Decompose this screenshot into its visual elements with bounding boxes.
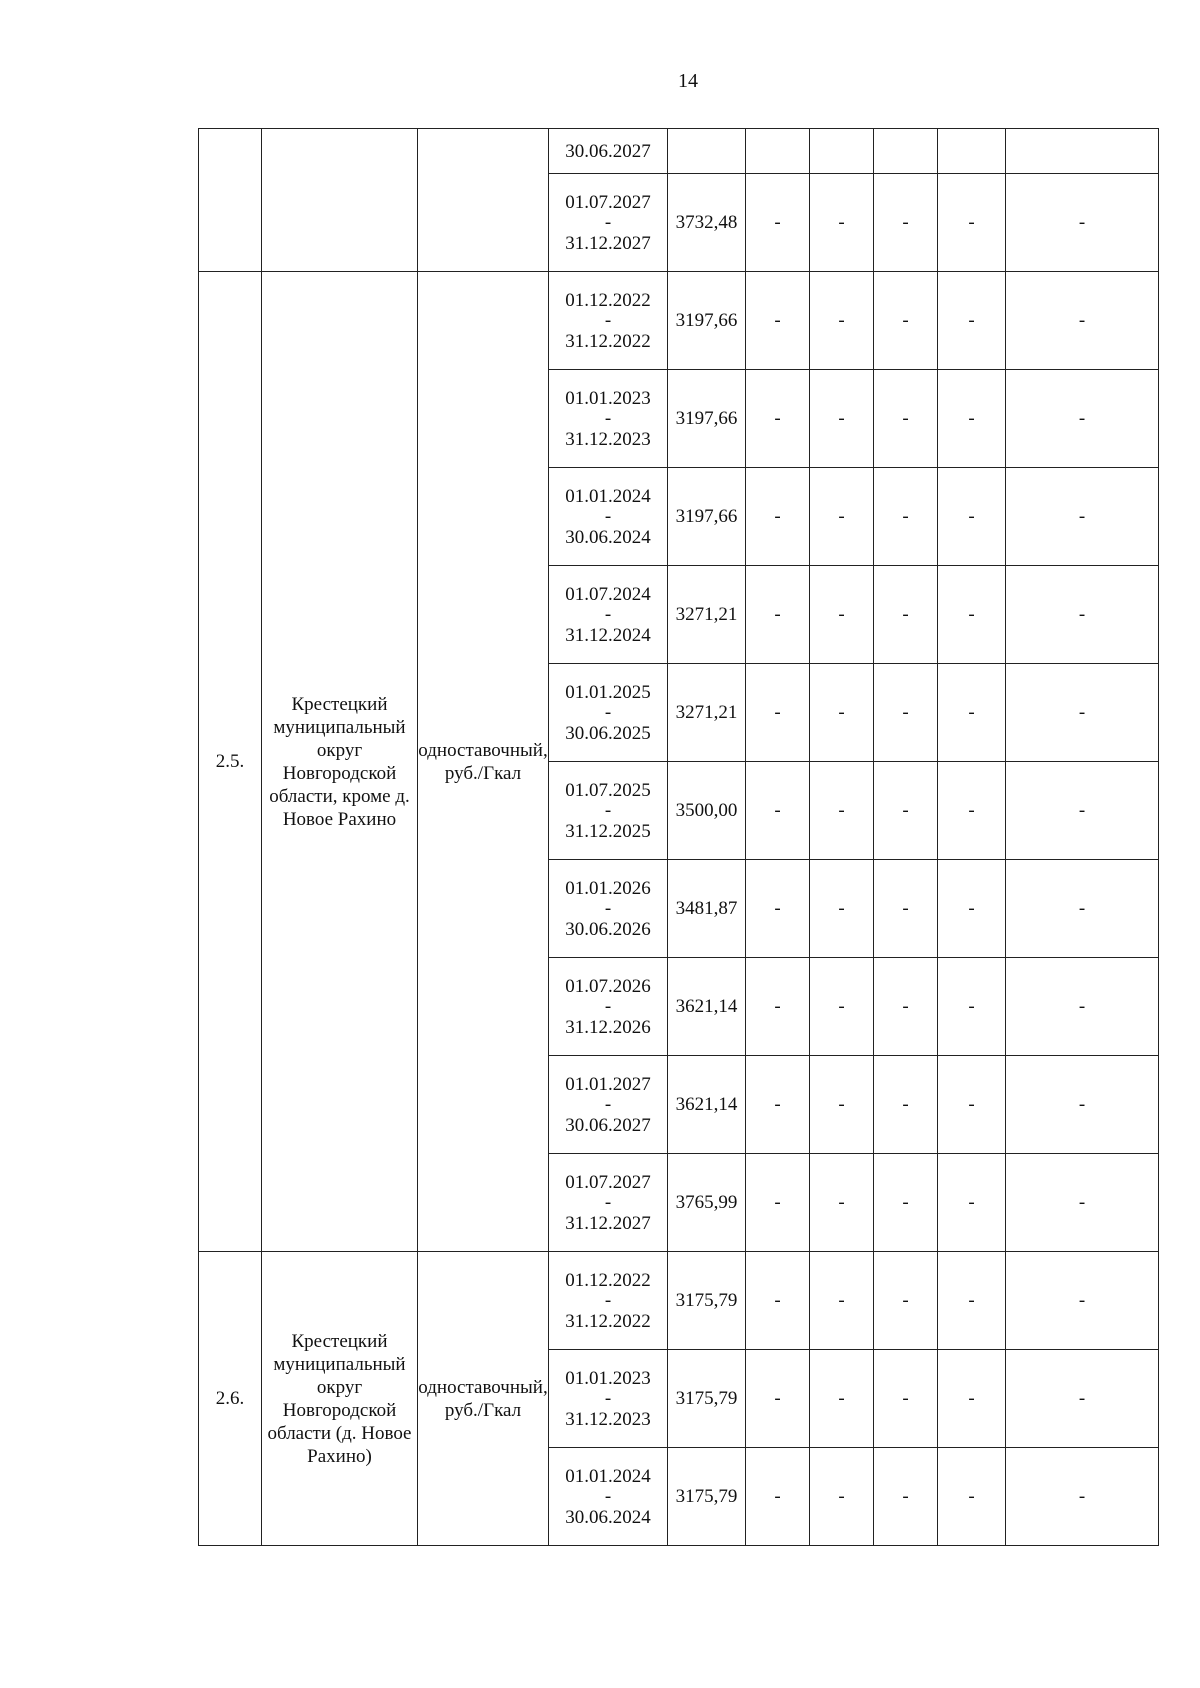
empty-value-cell: -: [746, 1448, 810, 1546]
tariff-value-text: 3197,66: [675, 506, 738, 527]
empty-value-cell: -: [746, 860, 810, 958]
period-separator: -: [604, 407, 612, 429]
tariff-value-text: 3621,14: [675, 1094, 738, 1115]
period-separator: -: [604, 1485, 612, 1507]
empty-value-cell: -: [746, 1056, 810, 1154]
empty-value-cell: -: [746, 468, 810, 566]
empty-value-cell: -: [938, 762, 1006, 860]
empty-value-cell: -: [810, 1350, 874, 1448]
territory-name: Крестецкий муниципальный округ Новгородской области (д. Новое Рахино): [262, 1252, 418, 1546]
page-number: 14: [678, 70, 698, 92]
period-end: 30.06.2024: [565, 1506, 651, 1528]
period-end: 31.12.2022: [565, 1310, 651, 1332]
period-end: 31.12.2022: [565, 330, 651, 352]
empty-value-cell: -: [1006, 272, 1159, 370]
empty-value-cell: -: [810, 370, 874, 468]
empty-value-cell: -: [810, 1448, 874, 1546]
period-start: 01.07.2027: [565, 1171, 651, 1193]
tariff-value-text: 3197,66: [675, 310, 738, 331]
period-start: 01.01.2023: [565, 1367, 651, 1389]
number-cell: [199, 129, 262, 272]
tariff-value: [668, 1448, 746, 1546]
empty-value-cell: -: [810, 860, 874, 958]
period-end: 31.12.2024: [565, 624, 651, 646]
empty-value-cell: -: [938, 1252, 1006, 1350]
tariff-value: [668, 958, 746, 1056]
tariff-value-text: 3175,79: [675, 1486, 738, 1507]
period-cell: [549, 174, 668, 272]
period-cell: [549, 860, 668, 958]
period-cell: [549, 129, 668, 174]
period-start: 01.01.2023: [565, 387, 651, 409]
empty-value-cell: -: [746, 664, 810, 762]
empty-value-cell: -: [810, 1154, 874, 1252]
empty-value-cell: -: [874, 272, 938, 370]
territory-name: Крестецкий муниципальный округ Новгородской области, кроме д. Новое Рахино: [262, 272, 418, 1252]
tariff-value: [668, 1252, 746, 1350]
empty-value-cell: -: [874, 762, 938, 860]
period-separator: -: [604, 1191, 612, 1213]
empty-value-cell: -: [874, 958, 938, 1056]
period-cell: [549, 1056, 668, 1154]
empty-value-cell: -: [746, 174, 810, 272]
period-start: 01.01.2025: [565, 681, 651, 703]
tariff-value: [668, 664, 746, 762]
empty-value-cell: -: [810, 1252, 874, 1350]
tariff-unit: одноставочный, руб./Гкал: [418, 1252, 549, 1546]
tariff-value: [668, 174, 746, 272]
empty-value-cell: [938, 129, 1006, 174]
period-cell: [549, 762, 668, 860]
tariff-value-text: 3481,87: [675, 898, 738, 919]
tariff-value: [668, 566, 746, 664]
period-end: 30.06.2027: [565, 140, 651, 162]
empty-value-cell: -: [938, 272, 1006, 370]
period-cell: [549, 1154, 668, 1252]
tariff-value: [668, 762, 746, 860]
empty-value-cell: -: [810, 468, 874, 566]
period-start: 01.01.2027: [565, 1073, 651, 1095]
empty-value-cell: -: [938, 370, 1006, 468]
empty-value-cell: -: [746, 1252, 810, 1350]
tariff-value-text: 3765,99: [675, 1192, 738, 1213]
empty-value-cell: -: [810, 664, 874, 762]
tariff-value: [668, 1056, 746, 1154]
empty-value-cell: -: [746, 762, 810, 860]
period-end: 31.12.2027: [565, 1212, 651, 1234]
empty-value-cell: -: [746, 566, 810, 664]
tariff-value-text: 3500,00: [675, 800, 738, 821]
period-separator: -: [604, 1387, 612, 1409]
empty-value-cell: -: [1006, 860, 1159, 958]
table-row: [199, 272, 1159, 370]
tariff-value: [668, 1154, 746, 1252]
empty-value-cell: -: [938, 860, 1006, 958]
empty-value-cell: -: [1006, 762, 1159, 860]
period-cell: [549, 1252, 668, 1350]
empty-value-cell: -: [874, 1154, 938, 1252]
tariff-table: [198, 128, 1159, 1546]
period-end: 31.12.2026: [565, 1016, 651, 1038]
empty-value-cell: -: [746, 370, 810, 468]
empty-value-cell: -: [1006, 370, 1159, 468]
empty-value-cell: -: [874, 1056, 938, 1154]
period-start: 01.12.2022: [565, 289, 651, 311]
empty-value-cell: [874, 129, 938, 174]
tariff-value-text: 3271,21: [675, 702, 738, 723]
empty-value-cell: -: [874, 370, 938, 468]
empty-value-cell: -: [938, 1448, 1006, 1546]
tariff-value-text: 3732,48: [675, 212, 738, 233]
empty-value-cell: -: [1006, 664, 1159, 762]
empty-value-cell: -: [938, 174, 1006, 272]
tariff-value-text: 3621,14: [675, 996, 738, 1017]
empty-value-cell: -: [874, 860, 938, 958]
period-end: 31.12.2027: [565, 232, 651, 254]
period-start: 01.01.2024: [565, 485, 651, 507]
empty-value-cell: -: [1006, 1448, 1159, 1546]
period-separator: -: [604, 1289, 612, 1311]
tariff-value-text: 3271,21: [675, 604, 738, 625]
period-end: 30.06.2027: [565, 1114, 651, 1136]
period-cell: [549, 958, 668, 1056]
empty-value-cell: -: [1006, 468, 1159, 566]
period-separator: -: [604, 1093, 612, 1115]
period-start: 01.12.2022: [565, 1269, 651, 1291]
empty-value-cell: -: [938, 468, 1006, 566]
tariff-value: [668, 129, 746, 174]
empty-value-cell: -: [874, 468, 938, 566]
empty-value-cell: -: [810, 762, 874, 860]
territory-cell: [262, 129, 418, 272]
tariff-value: [668, 370, 746, 468]
empty-value-cell: -: [938, 566, 1006, 664]
empty-value-cell: -: [1006, 174, 1159, 272]
empty-value-cell: -: [810, 958, 874, 1056]
tariff-unit: одноставочный, руб./Гкал: [418, 272, 549, 1252]
empty-value-cell: -: [1006, 958, 1159, 1056]
item-number: 2.5.: [199, 272, 262, 1252]
period-end: 31.12.2023: [565, 428, 651, 450]
tariff-value-text: 3197,66: [675, 408, 738, 429]
empty-value-cell: -: [810, 174, 874, 272]
tariff-value: [668, 860, 746, 958]
empty-value-cell: -: [746, 1350, 810, 1448]
period-cell: [549, 370, 668, 468]
period-separator: -: [604, 505, 612, 527]
empty-value-cell: -: [810, 1056, 874, 1154]
period-start: 01.01.2024: [565, 1465, 651, 1487]
period-separator: -: [604, 995, 612, 1017]
empty-value-cell: -: [938, 1056, 1006, 1154]
period-end: 31.12.2023: [565, 1408, 651, 1430]
empty-value-cell: -: [874, 174, 938, 272]
period-end: 30.06.2024: [565, 526, 651, 548]
unit-cell: [418, 129, 549, 272]
tariff-value: [668, 272, 746, 370]
period-end: 30.06.2025: [565, 722, 651, 744]
empty-value-cell: -: [1006, 1154, 1159, 1252]
period-separator: -: [604, 211, 612, 233]
empty-value-cell: [810, 129, 874, 174]
empty-value-cell: -: [810, 272, 874, 370]
empty-value-cell: -: [938, 1154, 1006, 1252]
empty-value-cell: -: [1006, 566, 1159, 664]
empty-value-cell: -: [1006, 1056, 1159, 1154]
empty-value-cell: -: [874, 1448, 938, 1546]
period-cell: [549, 1350, 668, 1448]
period-cell: [549, 1448, 668, 1546]
empty-value-cell: -: [874, 1350, 938, 1448]
period-cell: [549, 566, 668, 664]
period-cell: [549, 272, 668, 370]
empty-value-cell: -: [1006, 1350, 1159, 1448]
period-start: 01.01.2026: [565, 877, 651, 899]
period-separator: -: [604, 799, 612, 821]
empty-value-cell: -: [874, 1252, 938, 1350]
period-start: 01.07.2027: [565, 191, 651, 213]
empty-value-cell: -: [938, 664, 1006, 762]
empty-value-cell: [1006, 129, 1159, 174]
empty-value-cell: -: [746, 1154, 810, 1252]
period-separator: -: [604, 897, 612, 919]
table-row: [199, 129, 1159, 174]
period-cell: [549, 664, 668, 762]
empty-value-cell: -: [1006, 1252, 1159, 1350]
tariff-value-text: 3175,79: [675, 1388, 738, 1409]
empty-value-cell: [746, 129, 810, 174]
period-end: 31.12.2025: [565, 820, 651, 842]
period-start: 01.07.2024: [565, 583, 651, 605]
period-separator: -: [604, 309, 612, 331]
empty-value-cell: -: [938, 1350, 1006, 1448]
empty-value-cell: -: [746, 958, 810, 1056]
period-cell: [549, 468, 668, 566]
empty-value-cell: -: [874, 566, 938, 664]
tariff-value-text: 3175,79: [675, 1290, 738, 1311]
tariff-value: [668, 468, 746, 566]
empty-value-cell: -: [810, 566, 874, 664]
table-row: [199, 1252, 1159, 1350]
empty-value-cell: -: [746, 272, 810, 370]
period-separator: -: [604, 701, 612, 723]
period-start: 01.07.2025: [565, 779, 651, 801]
period-start: 01.07.2026: [565, 975, 651, 997]
period-end: 30.06.2026: [565, 918, 651, 940]
empty-value-cell: -: [938, 958, 1006, 1056]
period-separator: -: [604, 603, 612, 625]
tariff-value: [668, 1350, 746, 1448]
empty-value-cell: -: [874, 664, 938, 762]
item-number: 2.6.: [199, 1252, 262, 1546]
